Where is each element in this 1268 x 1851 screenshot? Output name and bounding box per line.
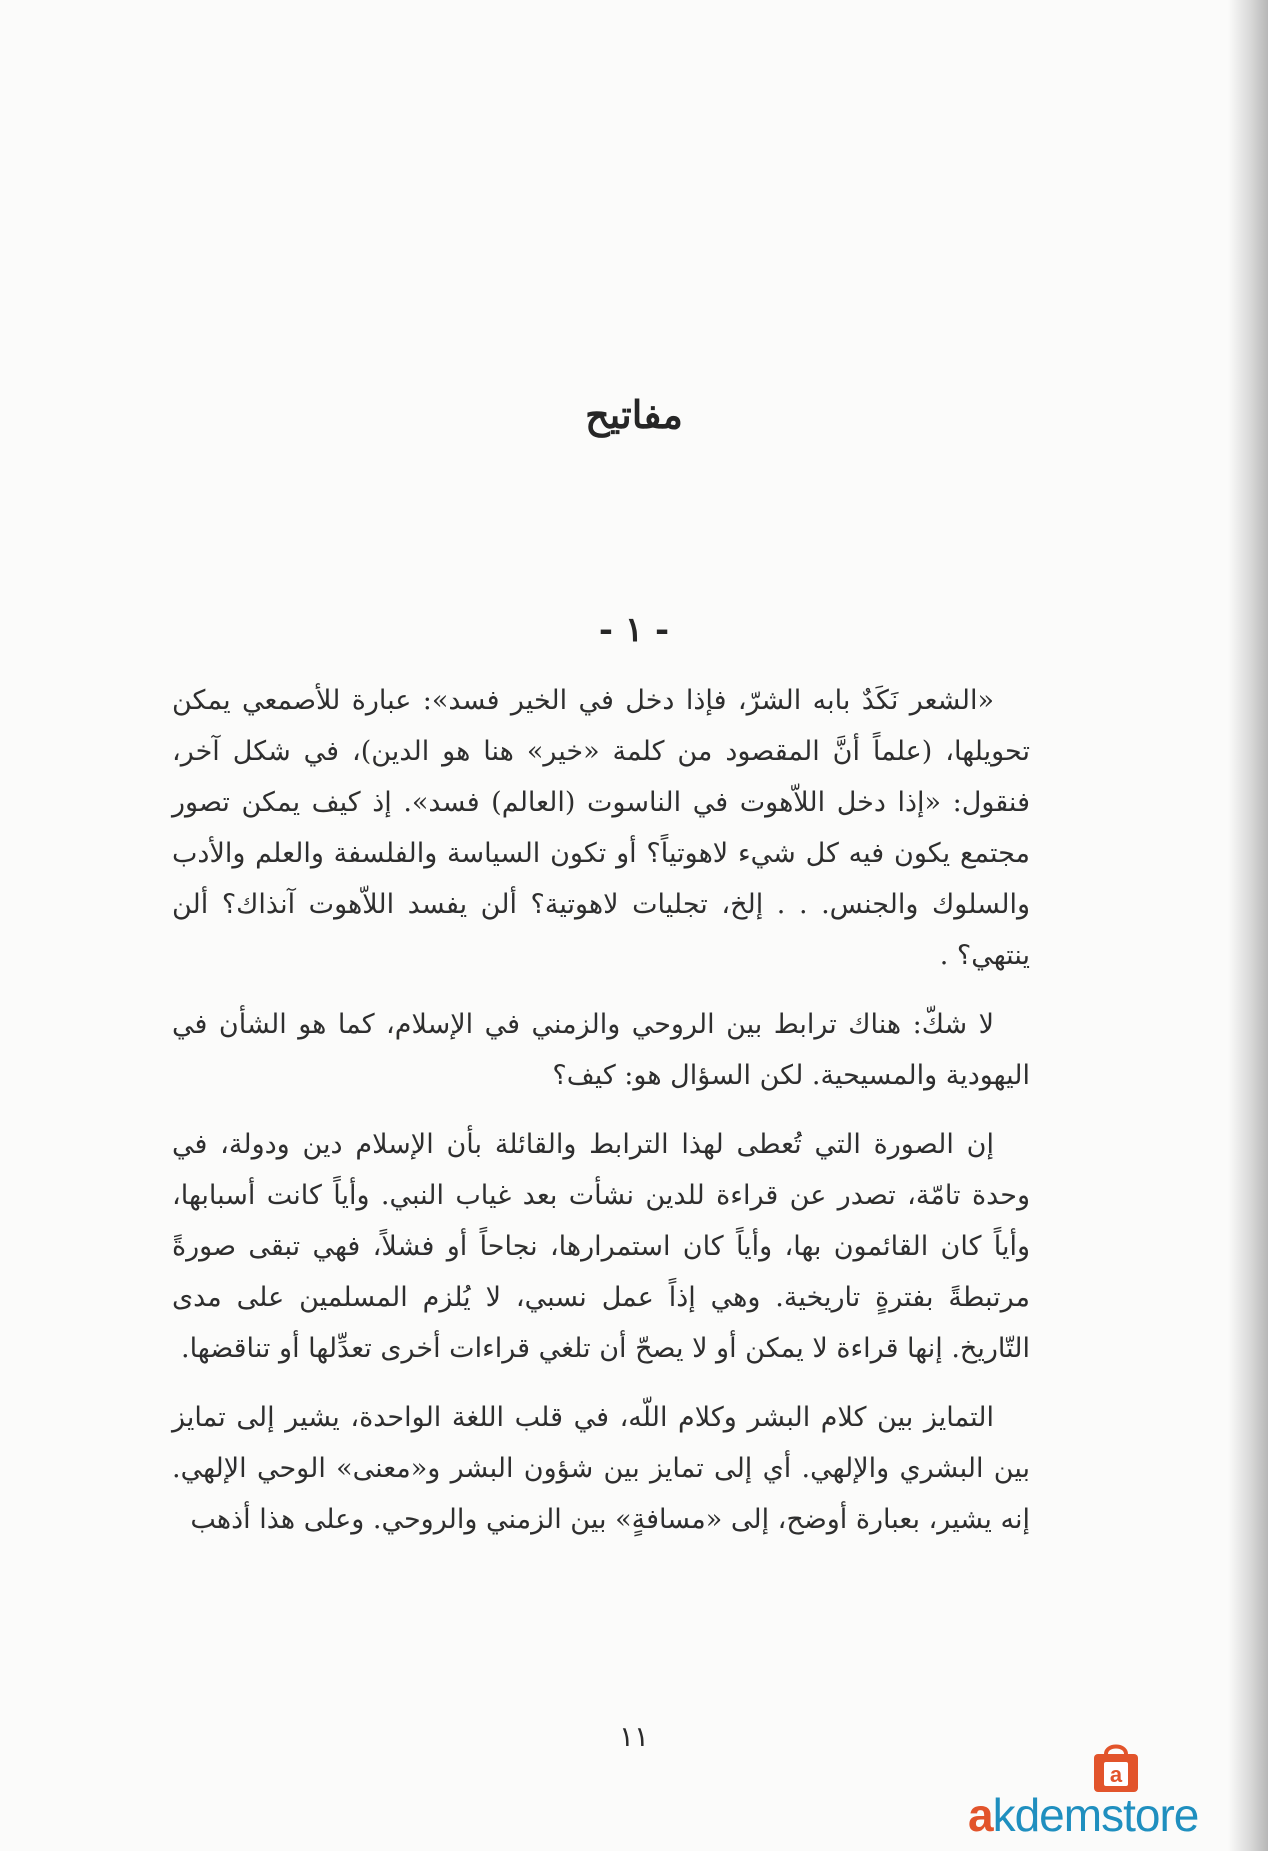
- section-number: - ١ -: [598, 610, 670, 650]
- body-text: [172, 675, 1030, 1563]
- gift-bag-icon: [1088, 1738, 1144, 1794]
- brand-rest: kdemstore: [992, 1789, 1199, 1841]
- paragraph: التمايز بين كلام البشر وكلام اللّه، في قلب اللغة الواحدة، يشير إلى تمايز بين البشري والإلهي. أي إلى تمايز بين شؤون البشر و«معنى» الوحي الإلهي. إنه يشير، بعبارة أوضح، إلى «مسافةٍ» بين الزمني والروحي. وعلى هذا أذهب: [172, 1402, 1030, 1535]
- page-edge-shadow: [1228, 0, 1268, 1851]
- paragraph: «الشعر نَكَدٌ بابه الشرّ، فإذا دخل في الخير فسد»: عبارة للأصمعي يمكن تحويلها، (علماً أنَّ المقصود من كلمة «خير» هنا هو الدين)، في شكل آخر، فنقول: «إذا دخل اللاّهوت في الناسوت (العالم) فسد». إذ كيف يمكن تصور مجتمع يكون فيه كل شيء لاهوتياً؟ أو تكون السياسة والفلسفة والعلم والأدب والسلوك والجنس. . . إلخ، تجليات لاهوتية؟ ألن يفسد اللاّهوت آنذاك؟ ألن ينتهي؟ .: [172, 685, 1030, 971]
- brand-name: [968, 1788, 1258, 1842]
- brand-first-letter: a: [968, 1789, 993, 1841]
- logo-letter: a: [1109, 1762, 1123, 1787]
- store-watermark-logo: [968, 1738, 1258, 1846]
- paragraph: لا شكّ: هناك ترابط بين الروحي والزمني في الإسلام، كما هو الشأن في اليهودية والمسيحية. لكن السؤال هو: كيف؟: [172, 1009, 1030, 1091]
- chapter-title: مفاتيح: [585, 392, 683, 437]
- page-number: ١١: [618, 1720, 650, 1753]
- paragraph: إن الصورة التي تُعطى لهذا الترابط والقائلة بأن الإسلام دين ودولة، في وحدة تامّة، تصدر عن قراءة للدين نشأت بعد غياب النبي. وأياً كانت أسبابها، وأياً كان القائمون بها، وأياً كان استمرارها، نجاحاً أو فشلاً، فهي تبقى صورةً مرتبطةً بفترةٍ تاريخية. وهي إذاً عمل نسبي، لا يُلزم المسلمين على مدى التّاريخ. إنها قراءة لا يمكن أو لا يصحّ أن تلغي قراءات أخرى تعدِّلها أو تناقضها.: [172, 1129, 1030, 1364]
